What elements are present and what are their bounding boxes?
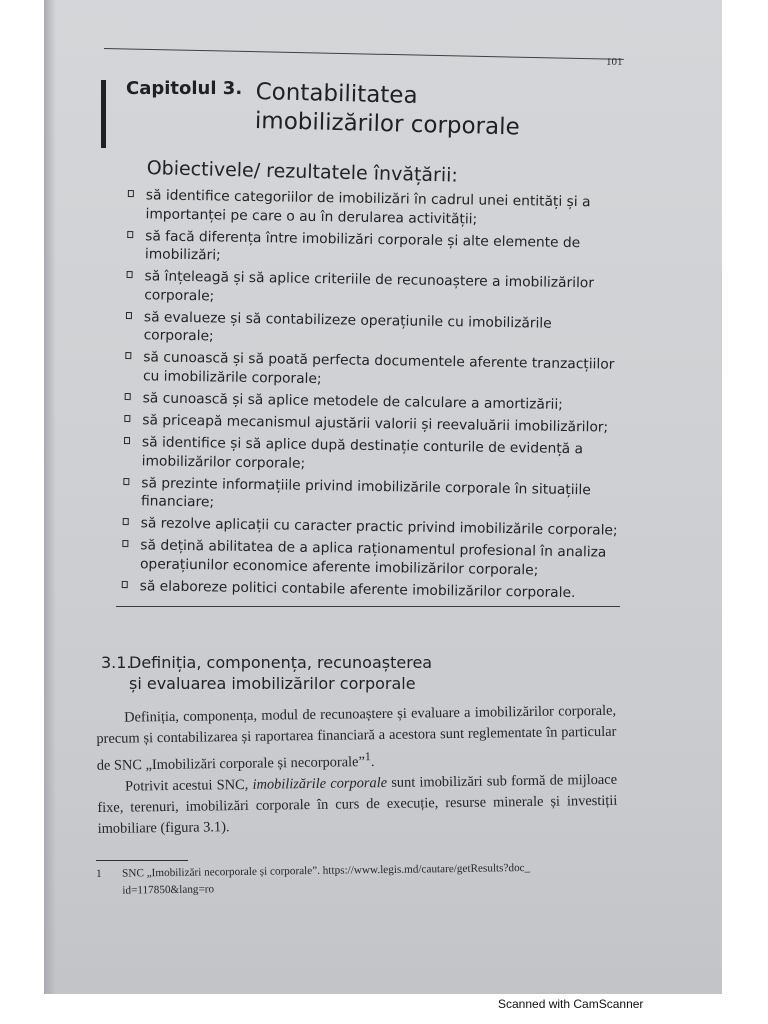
footnote [96, 859, 616, 900]
list-item: să evalueze și să contabilizeze operațiunile cu imobilizările corporale; [124, 308, 625, 353]
scanned-page [44, 0, 722, 994]
list-item: să cunoască și să aplice metodele de calculare a amortizării; [123, 389, 623, 415]
square-bullet-icon [122, 540, 128, 547]
chapter-title-line2: imobilizărilor corporale [254, 107, 521, 141]
body-text [96, 701, 618, 840]
page-edge-shadow [44, 0, 56, 994]
list-item: să identifice și să aplice după destinație conturile de evidență a imobilizărilor corporale; [122, 433, 623, 478]
list-item: să priceapă mecanismul ajustării valorii și reevaluării imobilizărilor; [122, 411, 622, 437]
list-item: să facă diferența între imobilizări corporale și alte elemente de imobilizări; [125, 227, 626, 272]
section-number: 3.1. [101, 653, 132, 672]
square-bullet-icon [127, 231, 133, 238]
objectives-divider [116, 606, 620, 607]
list-item: să înțeleagă și să aplice criteriile de recunoaștere a imobilizărilor corporale; [124, 267, 625, 312]
section-heading [101, 652, 501, 694]
chapter-label: Capitolul 3. [126, 78, 243, 99]
footnote-text-continued: id=117850&lang=ro [122, 883, 215, 897]
square-bullet-icon [127, 271, 133, 278]
paragraph: Definiția, componența, modul de recunoaștere și evaluare a imobilizărilor corporale, precum și contabilizarea și raportarea financiară a acestora sunt reglementate în particular de SNC „Imobilizări corporale și necorporale”$^1$. [96, 702, 617, 774]
paragraph: Potrivit acestui SNC, imobilizările corporale sunt imobilizări sub formă de mijloace fixe, terenuri, imobilizări corporale în curs de execuție, resurse minerale și investiții imobiliare (figura 3.1). [97, 771, 618, 837]
footnote-reference[interactable]: 1 [364, 749, 371, 764]
section-title-line1: Definiția, componența, recunoașterea [129, 653, 433, 672]
objectives-heading: Obiectivele/ rezultatele învățării: [146, 157, 459, 187]
square-bullet-icon [128, 190, 134, 197]
page-number: 101 [606, 56, 623, 68]
square-bullet-icon [126, 312, 132, 319]
list-item: să rezolve aplicații cu caracter practic privind imobilizările corporale; [121, 514, 621, 540]
header-rule [104, 48, 624, 60]
emphasis: imobilizările corporale [252, 774, 388, 793]
list-item: să prezinte informațiile privind imobilizările corporale în situațiile financiare; [121, 474, 622, 519]
square-bullet-icon [124, 437, 130, 444]
chapter-marker-bar [101, 80, 106, 148]
square-bullet-icon [124, 415, 130, 422]
square-bullet-icon [125, 393, 131, 400]
chapter-title [255, 78, 586, 144]
footnote-text: SNC „Imobilizări necorporale și corporale”. https://www.legis.md/cautare/getResults?doc_ [122, 861, 531, 880]
section-title-line2: și evaluarea imobilizărilor corporale [129, 674, 416, 693]
square-bullet-icon [123, 478, 129, 485]
scanner-watermark: Scanned with CamScanner [498, 997, 644, 1011]
list-item: să elaboreze politici contabile aferente imobilizărilor corporale. [120, 577, 620, 603]
square-bullet-icon [122, 581, 128, 588]
objectives-list [120, 186, 626, 607]
list-item: să dețină abilitatea de a aplica raționamentul profesional în analiza operațiunilor economice aferente imobilizărilor corporale; [120, 536, 621, 581]
list-item: să cunoască și să poată perfecta documentele aferente tranzacțiilor cu imobilizările corporale; [123, 348, 624, 393]
square-bullet-icon [123, 518, 129, 525]
chapter-title-line1: Contabilitatea [255, 78, 418, 109]
footnote-number: 1 [96, 867, 102, 880]
square-bullet-icon [125, 352, 131, 359]
list-item: să identifice categoriilor de imobilizări în cadrul unei entități și a importanței pe care o au în derularea activității; [125, 186, 626, 231]
footnote-rule [96, 860, 188, 861]
